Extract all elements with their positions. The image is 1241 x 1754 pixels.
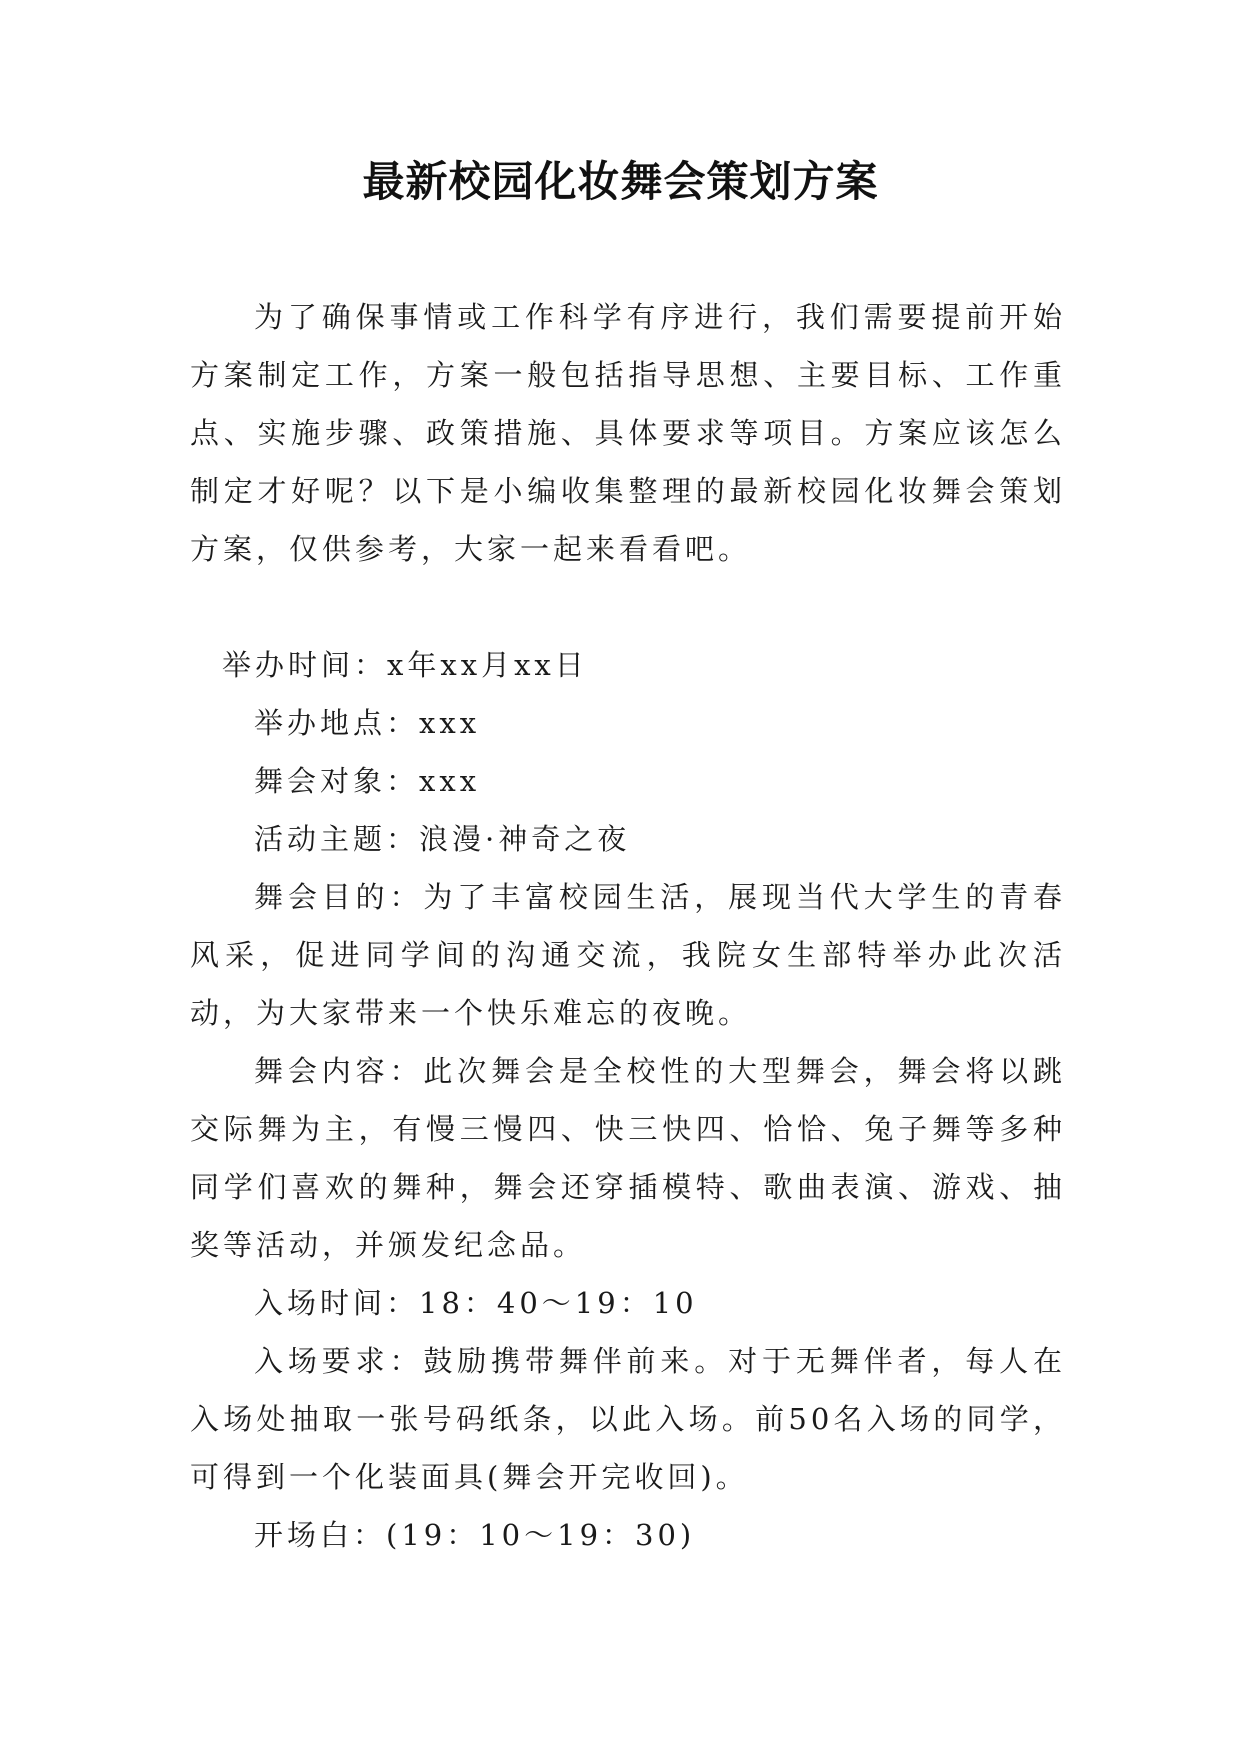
opening-line: 开场白：(19：10～19：30): [254, 1518, 696, 1552]
hold-time-line: 举办时间：x年xx月xx日: [222, 648, 588, 682]
document-body: [190, 288, 1066, 1564]
entry-requirements-paragraph: 入场要求：鼓励携带舞伴前来。对于无舞伴者，每人在入场处抽取一张号码纸条，以此入场。前50名入场的同学，可得到一个化装面具(舞会开完收回)。: [190, 1344, 1066, 1494]
intro-paragraph: 为了确保事情或工作科学有序进行，我们需要提前开始方案制定工作，方案一般包括指导思想、主要目标、工作重点、实施步骤、政策措施、具体要求等项目。方案应该怎么制定才好呢？以下是小编收集整理的最新校园化妆舞会策划方案，仅供参考，大家一起来看看吧。: [190, 300, 1066, 566]
document-title: 最新校园化妆舞会策划方案: [362, 157, 879, 206]
venue-line: 举办地点：xxx: [254, 706, 481, 740]
purpose-paragraph: 舞会目的：为了丰富校园生活，展现当代大学生的青春风采，促进同学间的沟通交流，我院女生部特举办此次活动，为大家带来一个快乐难忘的夜晚。: [190, 880, 1066, 1030]
audience-line: 舞会对象：xxx: [254, 764, 481, 798]
entry-time-line: 入场时间：18：40～19：10: [254, 1286, 698, 1320]
theme-line: 活动主题：浪漫·神奇之夜: [254, 822, 631, 856]
content-paragraph: 舞会内容：此次舞会是全校性的大型舞会，舞会将以跳交际舞为主，有慢三慢四、快三快四、恰恰、兔子舞等多种同学们喜欢的舞种，舞会还穿插模特、歌曲表演、游戏、抽奖等活动，并颁发纪念品。: [190, 1054, 1066, 1262]
